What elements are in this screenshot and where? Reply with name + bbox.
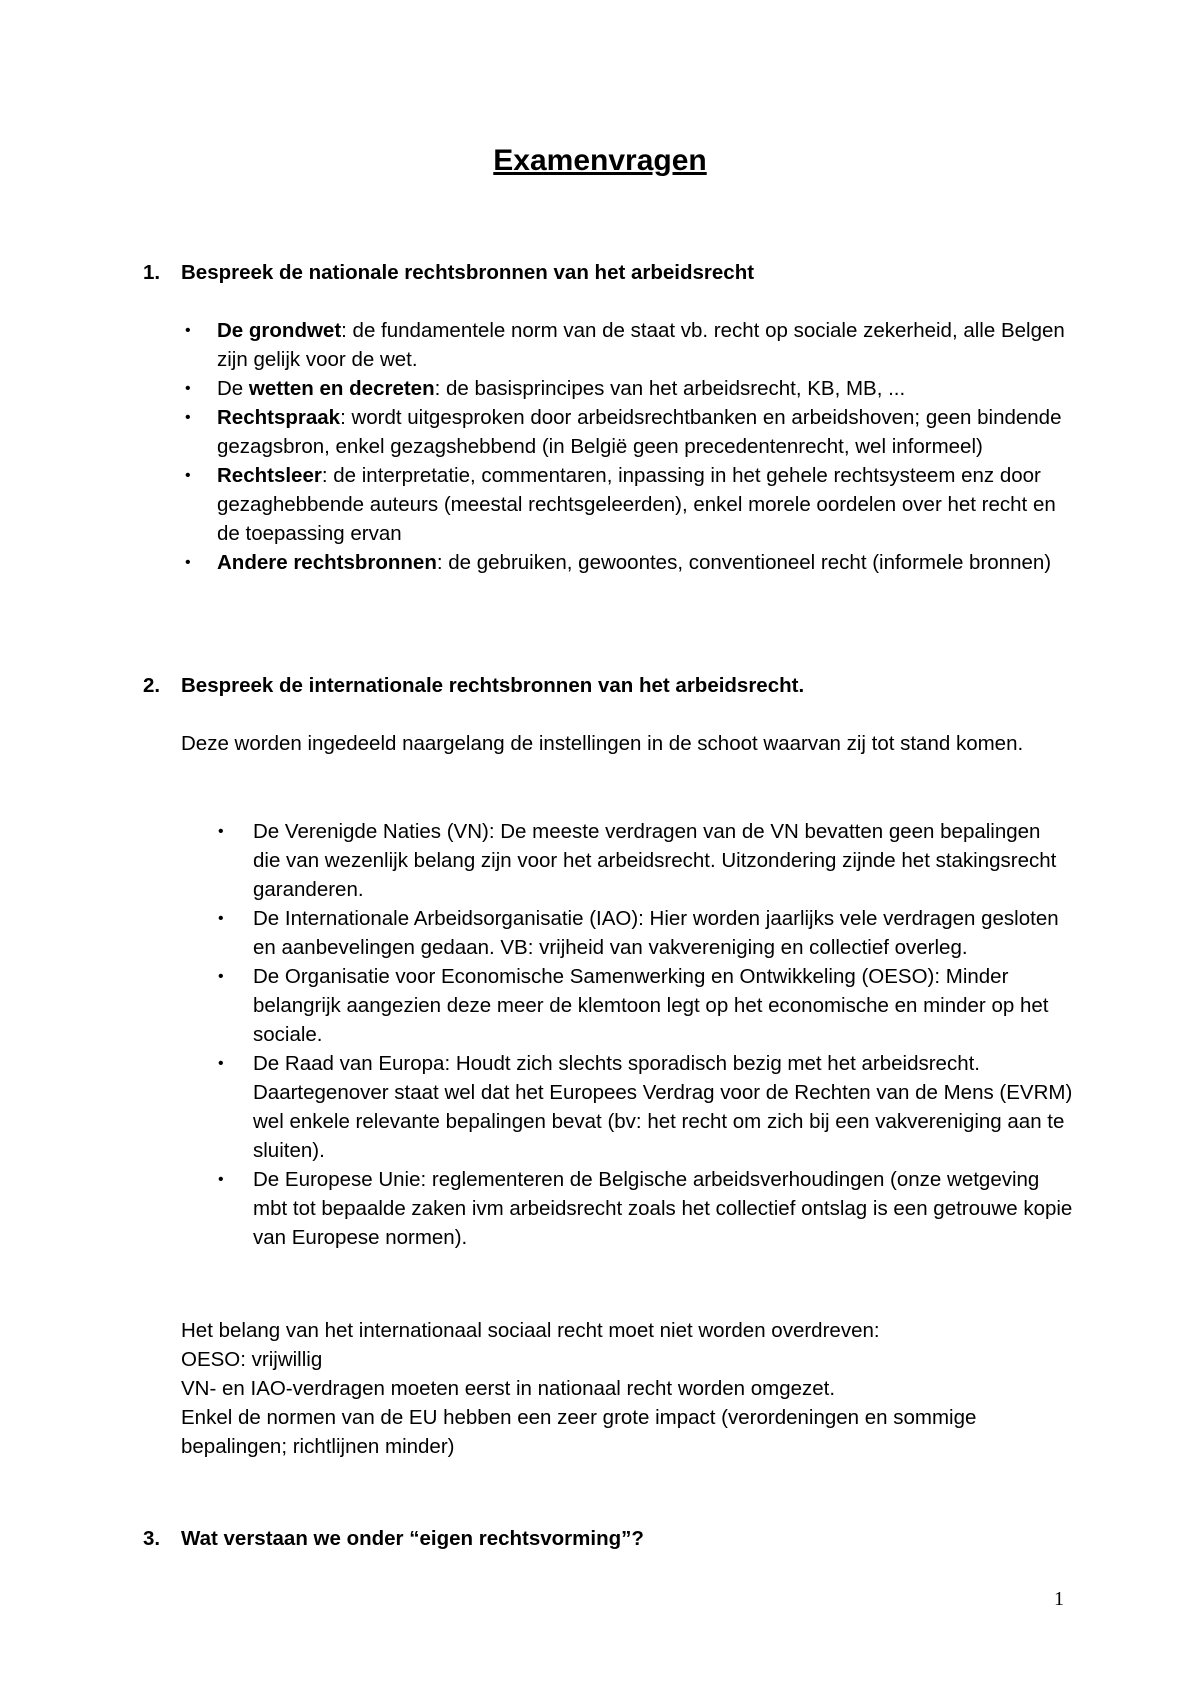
document-title: Examenvragen <box>493 144 707 177</box>
list-item: • Rechtspraak: wordt uitgesproken door arbeidsrechtbanken en arbeidshoven; geen bindende gezagsbron, enkel gezagshebbend (in België geen precedentenrecht, wel informeel) <box>217 403 1077 461</box>
question-number: 1. <box>143 261 161 284</box>
term: Rechtsleer <box>217 464 322 487</box>
national-sources-list <box>185 316 1077 577</box>
list-item: • Rechtsleer: de interpretatie, commentaren, inpassing in het gehele rechtsysteem enz door gezaghebbende auteurs (meestal rechtsgeleerden), enkel morele oordelen over het recht en de toepassing ervan <box>217 461 1077 548</box>
bullet-icon: • <box>218 1171 224 1188</box>
bullet-icon: • <box>185 554 191 571</box>
term: Rechtspraak <box>217 406 341 429</box>
question-number: 3. <box>143 1527 161 1550</box>
list-item: • De Europese Unie: reglementeren de Belgische arbeidsverhoudingen (onze wetgeving mbt tot bepaalde zaken ivm arbeidsrecht zoals het collectief ontslag is een getrouwe kopie van Europese normen). <box>253 1165 1073 1252</box>
page-number: 1 <box>1054 1588 1064 1610</box>
list-item: • De grondwet: de fundamentele norm van de staat vb. recht op sociale zekerheid, alle Belgen zijn gelijk voor de wet. <box>217 316 1077 374</box>
list-item: • De Internationale Arbeidsorganisatie (IAO): Hier worden jaarlijks vele verdragen gesloten en aanbevelingen gedaan. VB: vrijheid van vakvereniging en collectief overleg. <box>253 904 1073 962</box>
question-text: Bespreek de internationale rechtsbronnen van het arbeidsrecht. <box>181 674 805 697</box>
bullet-icon: • <box>218 968 224 985</box>
bullet-icon: • <box>185 322 191 339</box>
bullet-icon: • <box>218 823 224 840</box>
question-2-heading <box>143 671 804 700</box>
question-1-heading <box>143 258 754 287</box>
term: De grondwet <box>217 319 342 342</box>
question-2-conclusion <box>181 1316 1081 1461</box>
question-text: Bespreek de nationale rechtsbronnen van het arbeidsrecht <box>181 261 755 284</box>
question-number: 2. <box>143 674 161 697</box>
term: Andere rechtsbronnen <box>217 551 437 574</box>
list-item: • De Verenigde Naties (VN): De meeste verdragen van de VN bevatten geen bepalingen die van wezenlijk belang zijn voor het arbeidsrecht. Uitzondering zijnde het stakingsrecht garanderen. <box>253 817 1073 904</box>
question-2-intro: Deze worden ingedeeld naargelang de instellingen in de schoot waarvan zij tot stand komen. <box>181 732 1024 755</box>
term: wetten en decreten <box>248 377 435 400</box>
international-sources-list <box>218 817 1073 1252</box>
question-3-heading <box>143 1524 644 1553</box>
question-text: Wat verstaan we onder “eigen rechtsvorming”? <box>181 1527 644 1550</box>
conclusion-line: OESO: vrijwillig <box>181 1348 323 1371</box>
bullet-icon: • <box>185 409 191 426</box>
list-item: • De wetten en decreten: de basisprincipes van het arbeidsrecht, KB, MB, ... <box>217 374 1077 403</box>
conclusion-line: Het belang van het internationaal sociaal recht moet niet worden overdreven: <box>181 1319 880 1342</box>
conclusion-line: Enkel de normen van de EU hebben een zeer grote impact (verordeningen en sommige bepalingen; richtlijnen minder) <box>181 1406 977 1458</box>
bullet-icon: • <box>185 467 191 484</box>
conclusion-line: VN- en IAO-verdragen moeten eerst in nationaal recht worden omgezet. <box>181 1377 836 1400</box>
list-item: • Andere rechtsbronnen: de gebruiken, gewoontes, conventioneel recht (informele bronnen) <box>217 548 1077 577</box>
bullet-icon: • <box>218 910 224 927</box>
bullet-icon: • <box>218 1055 224 1072</box>
list-item: • De Raad van Europa: Houdt zich slechts sporadisch bezig met het arbeidsrecht. Daartegenover staat wel dat het Europees Verdrag voor de Rechten van de Mens (EVRM) wel enkele relevante bepalingen bevat (bv: het recht om zich bij een vakvereniging aan te sluiten). <box>253 1049 1073 1165</box>
list-item: • De Organisatie voor Economische Samenwerking en Ontwikkeling (OESO): Minder belangrijk aangezien deze meer de klemtoon legt op het economische en minder op het sociale. <box>253 962 1073 1049</box>
bullet-icon: • <box>185 380 191 397</box>
